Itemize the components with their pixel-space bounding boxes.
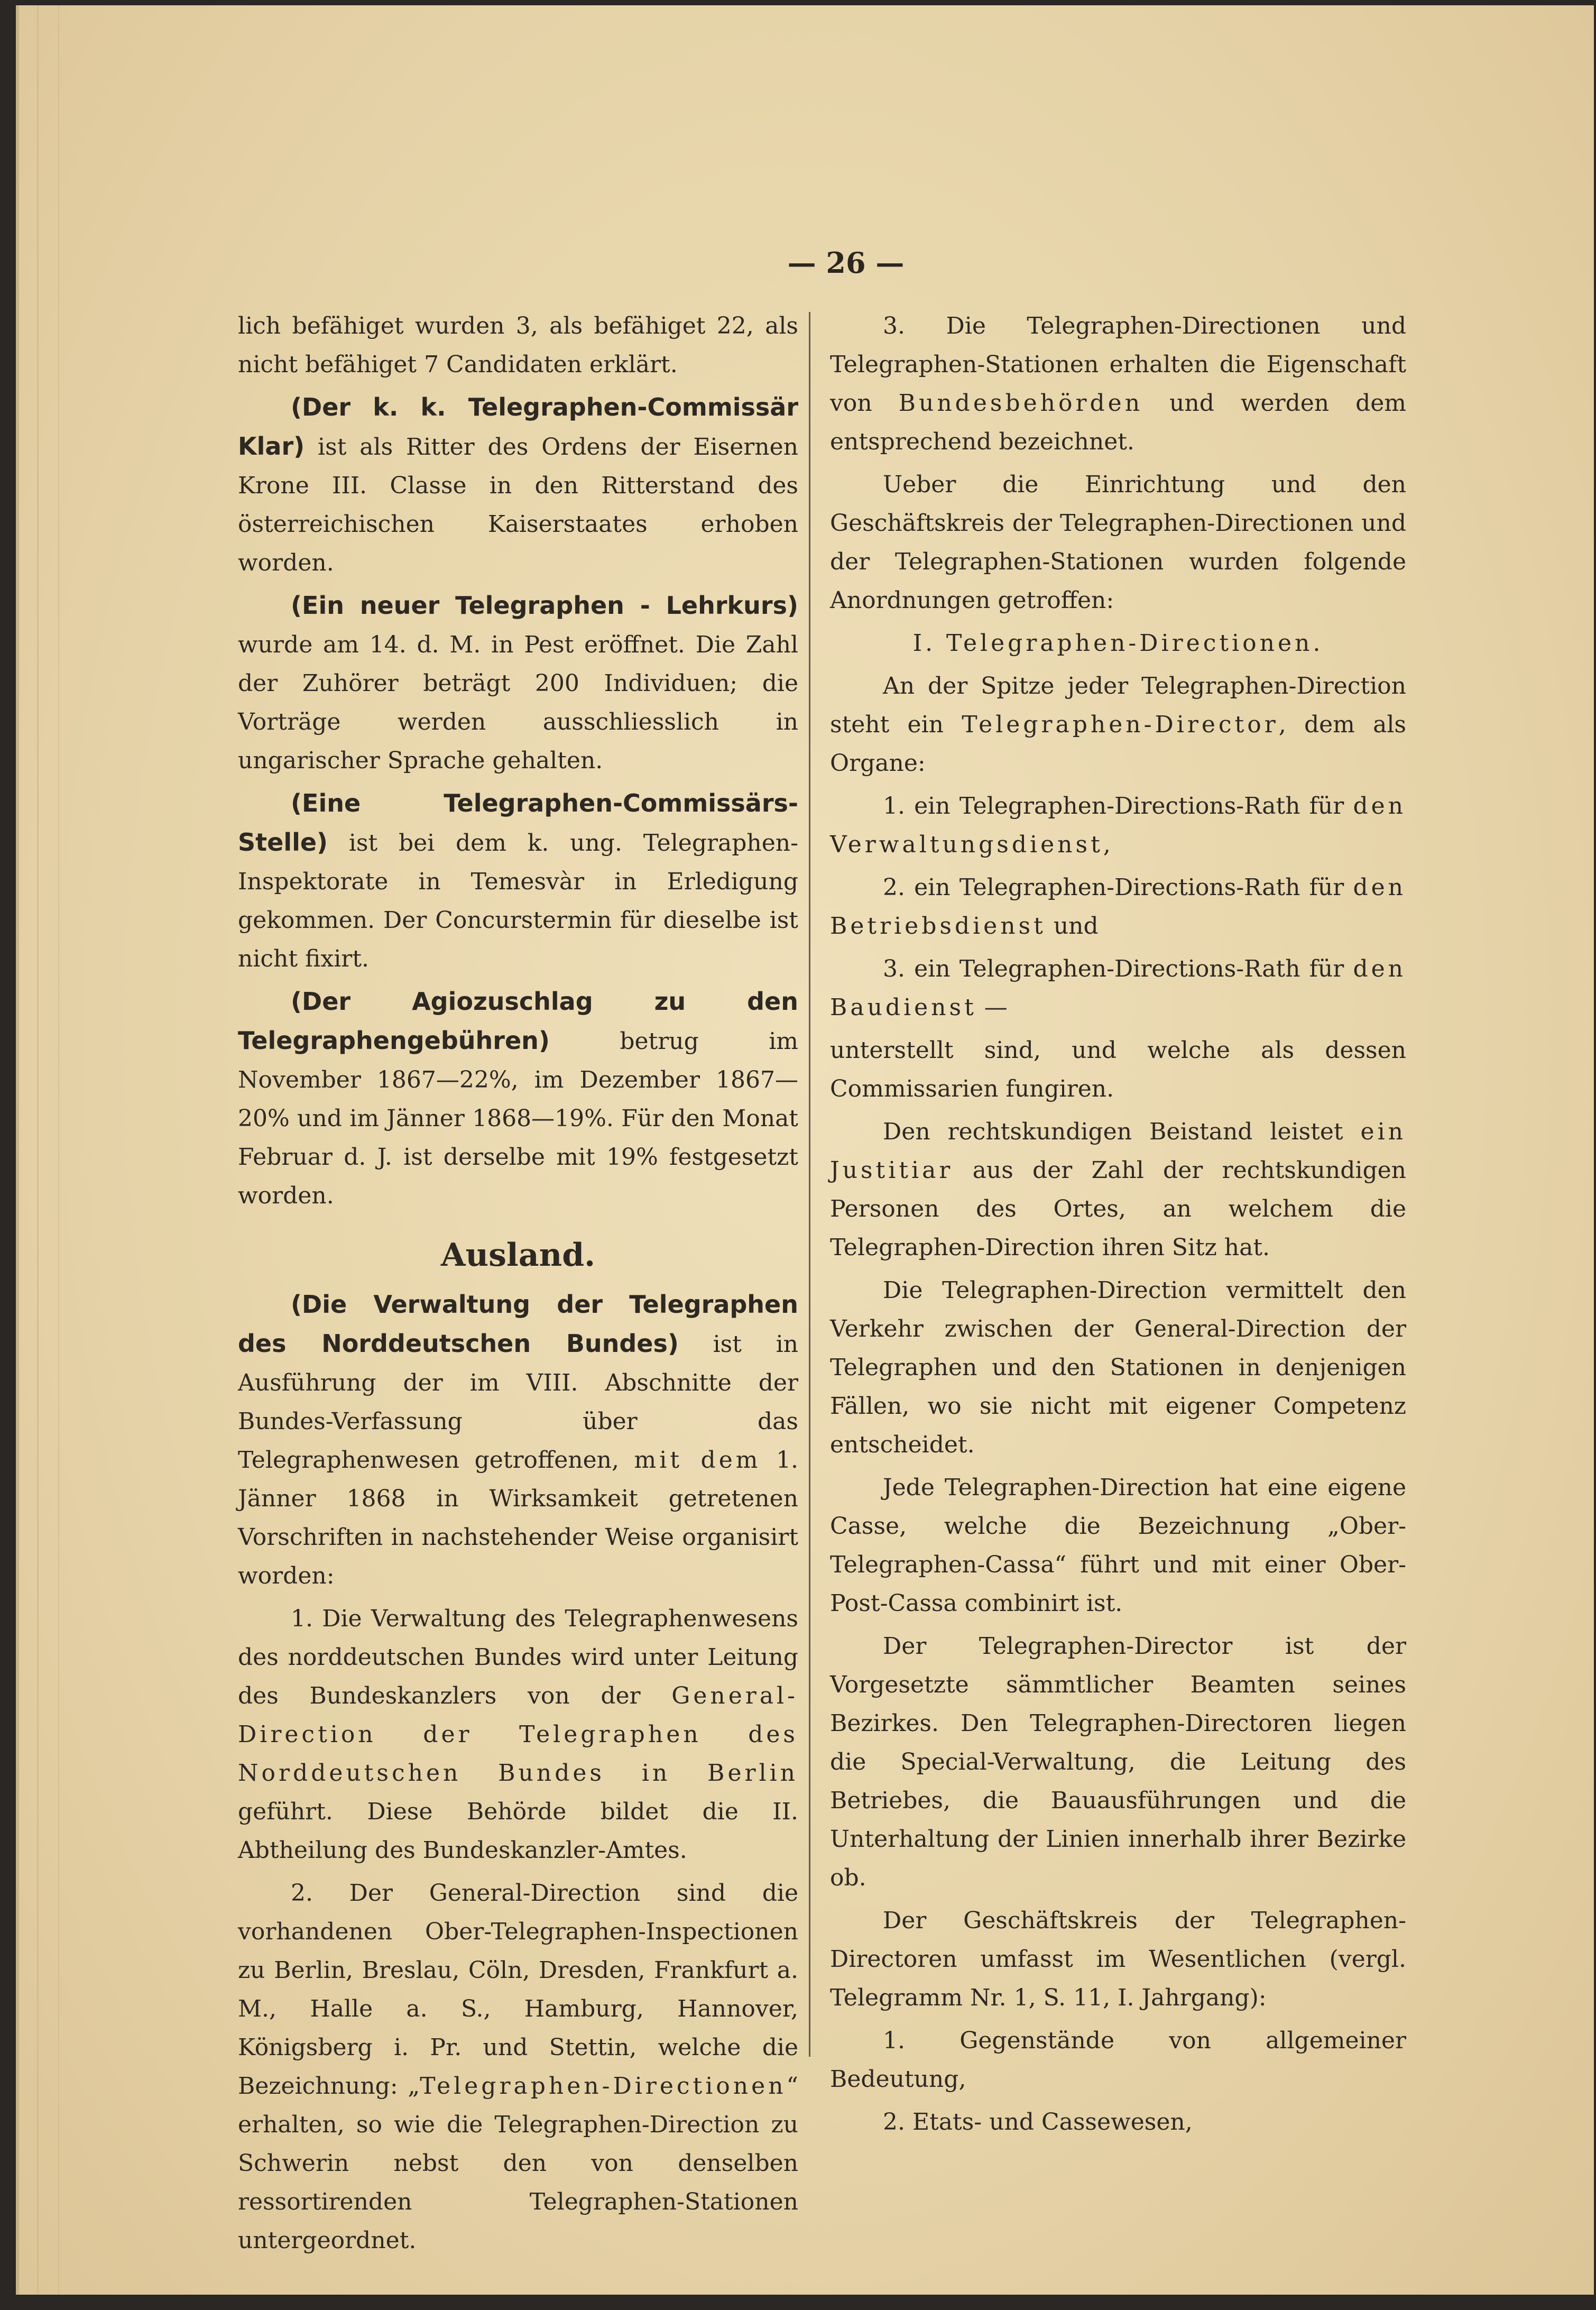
paragraph: Der Telegraphen-Director ist der Vorgesetzte sämmtlicher Beamten seines Bezirkes. Den Telegraphen-Directoren liegen die Special-Verwaltung, die Leitung des Betriebes, die Bauausführungen und die Unterhaltung der Linien innerhalb ihrer Bezirke ob. — [830, 1633, 1406, 1891]
numbered-paragraph — [830, 787, 1406, 864]
item-text: 3. Die Telegraphen-Directionen und Telegraphen-Stationen erhalten die Eigenschaft von — [830, 312, 1406, 417]
item-text: aus der Zahl der rechtskundigen Personen des Ortes, an welchem die Telegraphen-Direction ihren Sitz hat. — [830, 1157, 1406, 1261]
numbered-paragraph — [238, 1874, 798, 2260]
spaced-text: mit dem — [634, 1447, 761, 1474]
spaced-text: den Betriebsdienst — [830, 874, 1406, 940]
item-text: 2. ein Telegraphen-Directions-Rath für — [883, 874, 1353, 901]
paragraph — [830, 667, 1406, 783]
item-text: Den rechtskundigen Beistand leistet — [883, 1118, 1361, 1145]
paragraph: lich befähiget wurden 3, als befähiget 22, als nicht befähiget 7 Candidaten erklärt. — [238, 312, 798, 378]
news-item — [238, 586, 798, 780]
column-divider — [809, 312, 810, 2057]
item-heading: (Der Agiozuschlag zu den Telegraphengebühren) — [238, 987, 798, 1055]
numbered-paragraph: 1. Gegenstände von allgemeiner Bedeutung, — [830, 2027, 1406, 2093]
spaced-text: Telegraphen-Director — [962, 711, 1279, 738]
page-number: — 26 — — [787, 246, 905, 280]
item-heading: (Eine Telegraphen-Commissärs-Stelle) — [238, 789, 798, 857]
spaced-text: General-Direction der Telegraphen des Norddeutschen Bundes in Berlin — [238, 1682, 798, 1787]
numbered-paragraph — [830, 307, 1406, 461]
item-heading: (Der k. k. Telegraphen-Commissär Klar) — [238, 393, 798, 461]
subsection-heading: I. Telegraphen-Directionen. — [912, 630, 1324, 657]
paragraph: Ueber die Einrichtung und den Geschäftskreis der Telegraphen-Directionen und der Telegraphen-Stationen wurden folgende Anordnungen getroffen: — [830, 471, 1406, 614]
item-text: und werden dem entsprechend bezeichnet. — [830, 390, 1406, 455]
page-edge — [16, 5, 19, 2295]
news-item — [238, 982, 798, 1215]
news-item — [238, 784, 798, 978]
left-column — [238, 307, 798, 2264]
item-text: 1. Jänner 1868 in Wirksamkeit getretenen Vorschriften in nachstehender Weise organisirt worden: — [238, 1447, 799, 1589]
item-heading: (Die Verwaltung der Telegraphen des Norddeutschen Bundes) — [238, 1290, 798, 1358]
item-text: wurde am 14. d. M. in Pest eröffnet. Die Zahl der Zuhörer beträgt 200 Individuen; die Vorträge werden ausschliesslich in ungarischer Sprache gehalten. — [238, 631, 798, 774]
paragraph — [830, 1112, 1406, 1267]
item-text: ist bei dem k. ung. Telegraphen-Inspektorate in Temesvàr in Erledigung gekommen. Der Concurstermin für dieselbe ist nicht fixirt. — [238, 830, 798, 972]
item-text: 3. ein Telegraphen-Directions-Rath für — [883, 955, 1353, 982]
numbered-paragraph: 2. Etats- und Cassewesen, — [883, 2109, 1193, 2136]
numbered-paragraph — [830, 868, 1406, 945]
paragraph: Jede Telegraphen-Direction hat eine eigene Casse, welche die Bezeichnung „Ober-Telegraphen-Cassa“ führt und mit einer Ober-Post-Cassa combinirt ist. — [830, 1474, 1406, 1617]
numbered-paragraph — [830, 950, 1406, 1027]
spaced-text: ein Justitiar — [830, 1118, 1406, 1184]
spaced-text: den Baudienst — [830, 955, 1406, 1021]
spaced-text: den Verwaltungsdienst — [830, 793, 1406, 858]
item-text: 1. Die Verwaltung des Telegraphenwesens des norddeutschen Bundes wird unter Leitung des Bundeskanzlers von der — [238, 1605, 798, 1709]
item-heading: (Ein neuer Telegraphen - Lehrkurs) — [291, 591, 798, 620]
item-text: “ erhalten, so wie die Telegraphen-Direction zu Schwerin nebst den von denselben ressortirenden Telegraphen-Stationen untergeordnet. — [238, 2073, 798, 2254]
page-edge — [37, 5, 39, 2295]
item-text: , dem als Organe: — [830, 711, 1406, 777]
item-text: geführt. Diese Behörde bildet die II. Abtheilung des Bundeskanzler-Amtes. — [238, 1798, 798, 1864]
spaced-text: Telegraphen-Directionen — [420, 2073, 787, 2100]
item-text: , — [1103, 831, 1111, 858]
page-edge — [58, 5, 59, 2295]
news-item — [238, 388, 798, 582]
paragraph: unterstellt sind, und welche als dessen Commissarien fungiren. — [830, 1037, 1406, 1102]
news-item — [238, 1285, 798, 1595]
item-text: An der Spitze jeder Telegraphen-Direction steht ein — [830, 673, 1406, 738]
numbered-paragraph — [238, 1599, 798, 1870]
item-text: und — [1046, 913, 1099, 940]
document-page — [16, 5, 1594, 2295]
item-text: 2. Der General-Direction sind die vorhandenen Ober-Telegraphen-Inspectionen zu Berlin, Breslau, Cöln, Dresden, Frankfurt a. M., Halle a. S., Hamburg, Hannover, Königsberg i. Pr. und Stettin, welche die Bezeichnung: „ — [238, 1880, 798, 2100]
item-text: ist in Ausführung der im VIII. Abschnitte der Bundes-Verfassung über das Telegraphenwesen getroffenen, — [238, 1331, 799, 1474]
paragraph: Der Geschäftskreis der Telegraphen-Directoren umfasst im Wesentlichen (vergl. Telegramm Nr. 1, S. 11, I. Jahrgang): — [830, 1907, 1406, 2011]
right-column — [830, 307, 1406, 2146]
item-text: betrug im November 1867—22%, im Dezember 1867—20% und im Jänner 1868—19%. Für den Monat Februar d. J. ist derselbe mit 19% festgesetzt worden. — [238, 1028, 798, 1209]
paragraph: Die Telegraphen-Direction vermittelt den Verkehr zwischen der General-Direction der Telegraphen und den Stationen in denjenigen Fällen, wo sie nicht mit eigener Competenz entscheidet. — [830, 1277, 1406, 1458]
item-text: 1. ein Telegraphen-Directions-Rath für — [883, 793, 1353, 820]
item-text: ist als Ritter des Ordens der Eisernen Krone III. Classe in den Ritterstand des österreichischen Kaiserstaates erhoben worden. — [238, 434, 798, 576]
spaced-text: Bundesbehörden — [898, 390, 1143, 417]
item-text: — — [976, 994, 1008, 1021]
section-heading: Ausland. — [440, 1237, 596, 1274]
